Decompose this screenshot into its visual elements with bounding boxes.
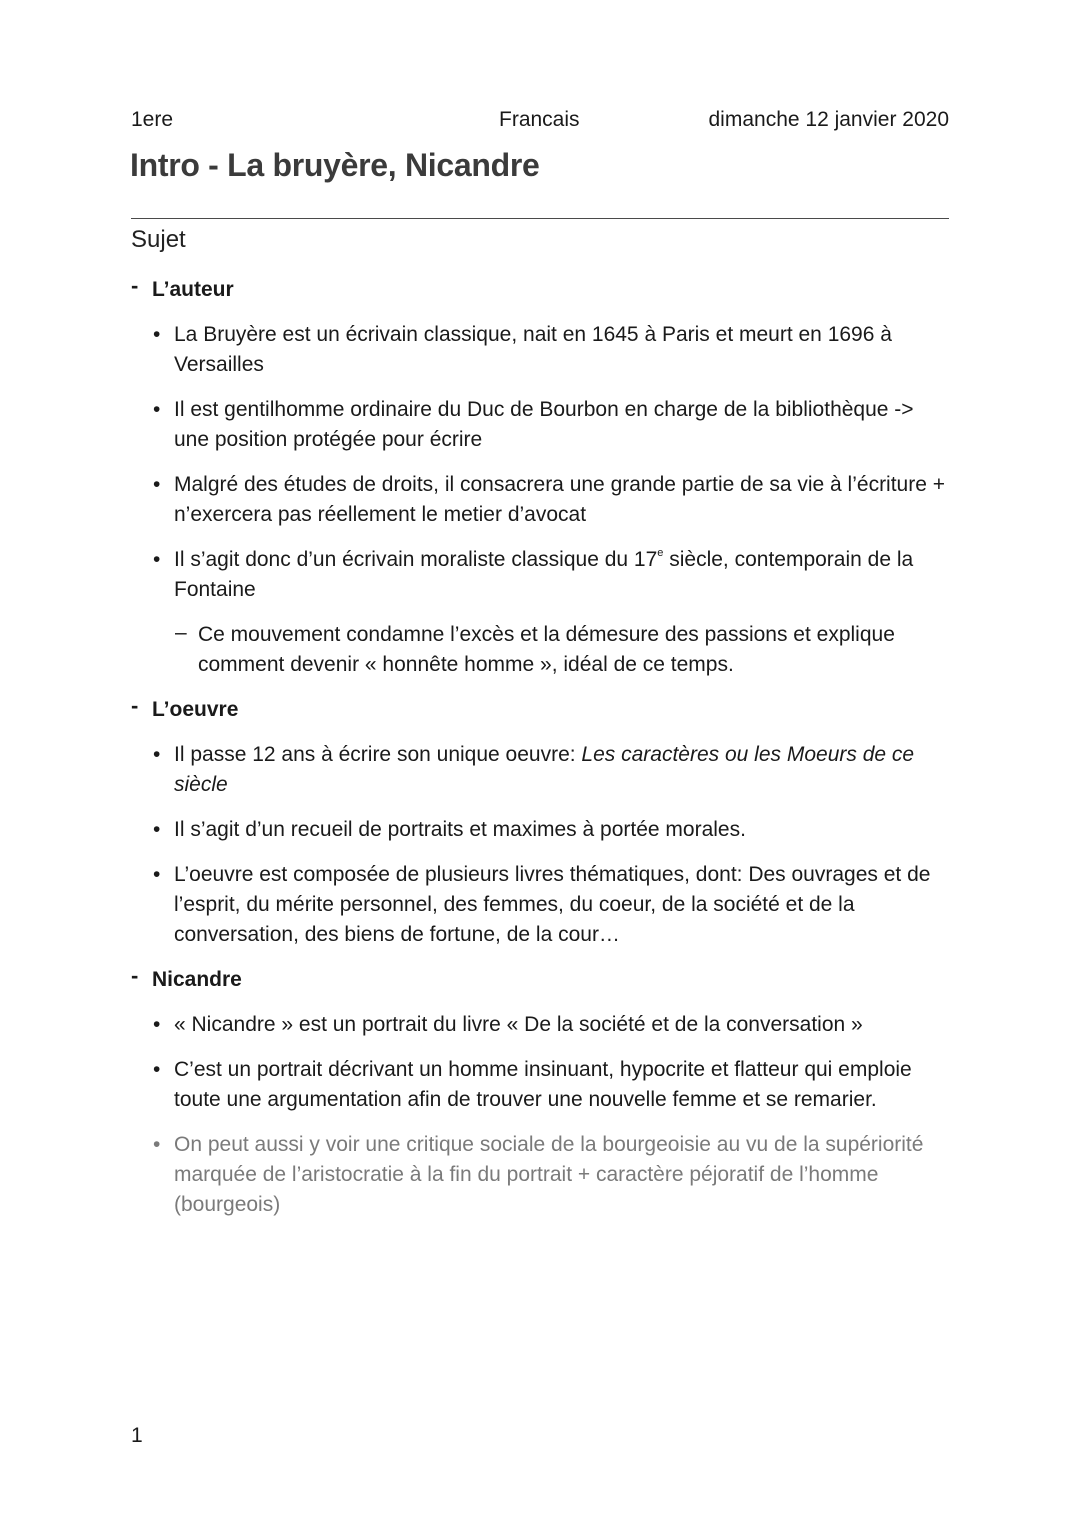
section-oeuvre: [131, 695, 949, 950]
bullet-marker: •: [153, 473, 161, 496]
list-item: [131, 740, 949, 800]
heading-text: Nicandre: [152, 968, 242, 991]
list-item: [131, 815, 949, 845]
list-item-text: Il passe 12 ans à écrire son unique oeuvre:: [174, 743, 582, 766]
dash-marker: -: [131, 963, 139, 988]
list-item: [131, 320, 949, 380]
header-class: 1ere: [131, 108, 174, 131]
sub-list-item-text: Ce mouvement condamne l’excès et la démesure des passions et explique comment devenir « honnête homme », idéal de ce temps.: [198, 623, 895, 676]
bullet-marker: •: [153, 818, 161, 841]
bullet-marker: •: [153, 548, 161, 571]
list-item: [131, 1010, 949, 1040]
section-heading: [131, 695, 949, 725]
dash-marker: -: [131, 273, 139, 298]
list-item-text: Il s’agit d’un recueil de portraits et maximes à portée morales.: [174, 818, 746, 841]
page-title: Intro - La bruyère, Nicandre: [130, 147, 540, 183]
bullet-marker: •: [153, 1013, 161, 1036]
list-item-text: Malgré des études de droits, il consacrera une grande partie de sa vie à l’écriture + n’exercera pas réellement le metier d’avocat: [174, 473, 946, 526]
list-item: [131, 1130, 949, 1220]
title-divider: [131, 218, 949, 219]
list-item-text: On peut aussi y voir une critique sociale de la bourgeoisie au vu de la supériorité marquée de l’aristocratie à la fin du portrait + caractère péjoratif de l’homme (bourgeois): [174, 1133, 924, 1216]
bullet-marker: •: [153, 1133, 161, 1156]
notes-content: [131, 275, 949, 1235]
bullet-marker: •: [153, 398, 161, 421]
list-item-text-start: Il s’agit donc d’un écrivain moraliste classique du 17: [174, 548, 658, 571]
list-item-text: Il est gentilhomme ordinaire du Duc de Bourbon en charge de la bibliothèque -> une position protégée pour écrire: [174, 398, 914, 451]
header-subject: Francais: [499, 108, 580, 131]
list-item: [131, 1055, 949, 1115]
section-title: Sujet: [131, 226, 186, 253]
list-item-text: L’oeuvre est composée de plusieurs livres thématiques, dont: Des ouvrages et de l’esprit, du mérite personnel, des femmes, du coeur, de la société et de la conversation, des biens de fortune, de la cour…: [174, 863, 931, 946]
list-item-text: La Bruyère est un écrivain classique, nait en 1645 à Paris et meurt en 1696 à Versailles: [174, 323, 892, 376]
section-heading: [131, 965, 949, 995]
list-item: [131, 545, 949, 605]
list-item: [131, 395, 949, 455]
sub-list-item: [131, 620, 949, 680]
dash-marker: -: [131, 693, 139, 718]
bullet-marker: •: [153, 323, 161, 346]
list-item-text: « Nicandre » est un portrait du livre « De la société et de la conversation »: [174, 1013, 863, 1036]
list-item: [131, 470, 949, 530]
page-number: 1: [131, 1424, 143, 1447]
superscript-e: e: [657, 547, 664, 559]
header-date: dimanche 12 janvier 2020: [708, 108, 949, 131]
heading-text: L’oeuvre: [152, 698, 239, 721]
section-nicandre: [131, 965, 949, 1220]
section-heading: [131, 275, 949, 305]
bullet-marker: •: [153, 743, 161, 766]
work-title: Les caractères ou les Moeurs de ce siècle: [174, 743, 915, 796]
sub-dash-marker: –: [175, 621, 187, 644]
list-item-text-end: siècle, contemporain de la Fontaine: [174, 548, 914, 601]
section-auteur: [131, 275, 949, 680]
list-item-text: C’est un portrait décrivant un homme insinuant, hypocrite et flatteur qui emploie toute une argumentation afin de trouver une nouvelle femme et se remarier.: [174, 1058, 912, 1111]
list-item: [131, 860, 949, 950]
heading-text: L’auteur: [152, 278, 234, 301]
bullet-marker: •: [153, 1058, 161, 1081]
page-header: [131, 108, 949, 136]
bullet-marker: •: [153, 863, 161, 886]
